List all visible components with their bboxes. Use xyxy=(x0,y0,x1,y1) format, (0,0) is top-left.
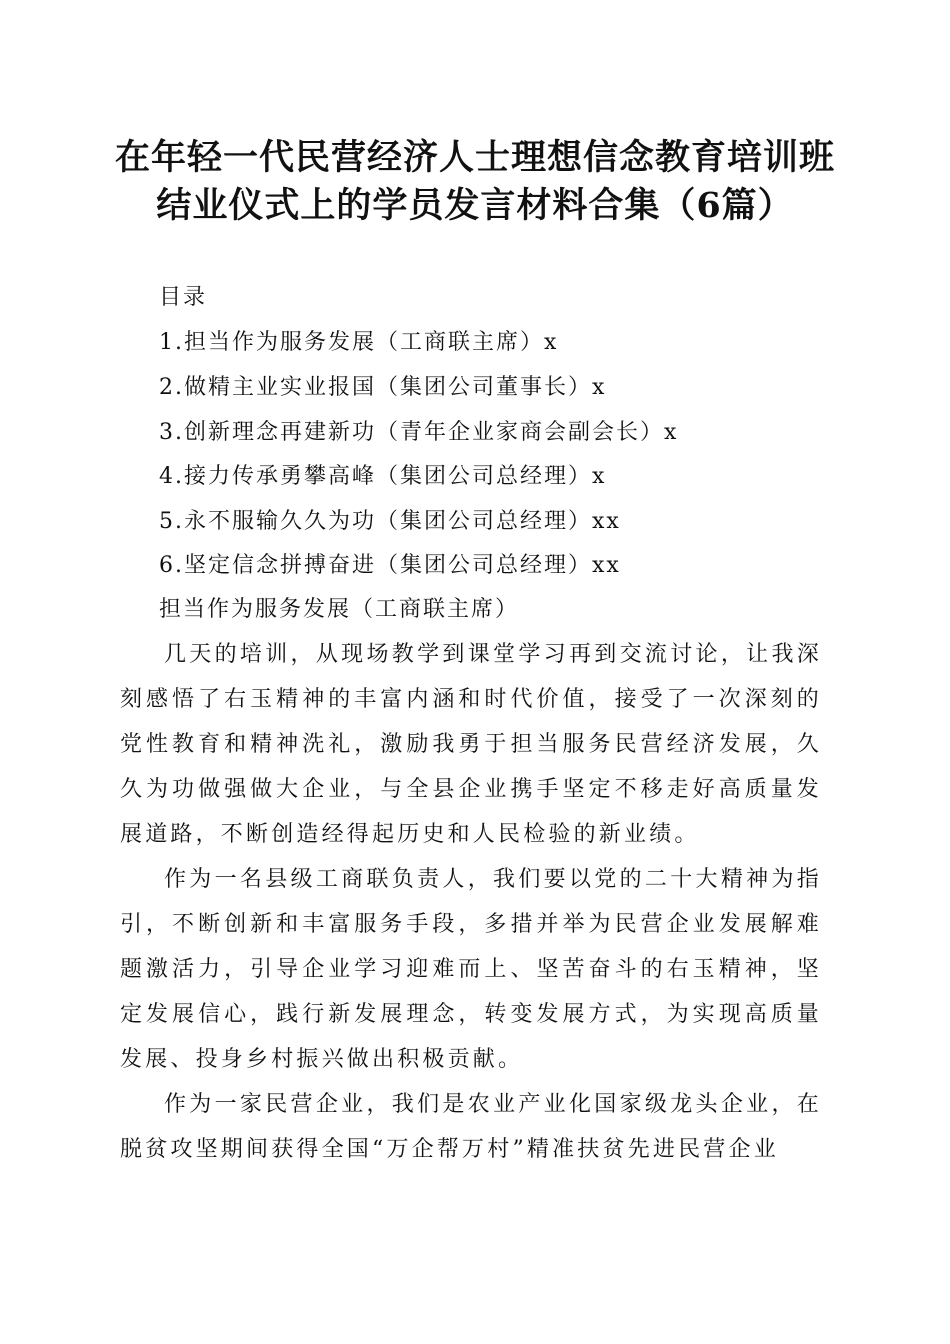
toc-item: 4.接力传承勇攀高峰（集团公司总经理）x xyxy=(159,464,607,489)
toc-item: 5.永不服输久久为功（集团公司总经理）xx xyxy=(159,509,621,534)
document-title xyxy=(100,134,850,230)
body-paragraph: 几天的培训，从现场教学到课堂学习再到交流讨论，让我深刻感悟了右玉精神的丰富内涵和时代价值，接受了一次深刻的党性教育和精神洗礼，激励我勇于担当服务民营经济发展，久久为功做强做大企业，与全县企业携手坚定不移走好高质量发展道路，不断创造经得起历史和人民检验的新业绩。 xyxy=(120,642,822,847)
toc-item: 2.做精主业实业报国（集团公司董事长）x xyxy=(159,375,607,400)
body-paragraph: 作为一名县级工商联负责人，我们要以党的二十大精神为指引，不断创新和丰富服务手段，多措并举为民营企业发展解难题激活力，引导企业学习迎难而上、坚苦奋斗的右玉精神，坚定发展信心，践行新发展理念，转变发展方式，为实现高质量发展、投身乡村振兴做出积极贡献。 xyxy=(120,867,822,1072)
toc-item: 6.坚定信念拼搏奋进（集团公司总经理）xx xyxy=(159,553,621,578)
toc-item: 1.担当作为服务发展（工商联主席）x xyxy=(159,330,559,355)
toc-item: 3.创新理念再建新功（青年企业家商会副会长）x xyxy=(159,420,679,445)
toc-heading: 目录 xyxy=(159,285,208,310)
title-line-2: 结业仪式上的学员发言材料合集（6篇） xyxy=(156,185,794,226)
section-title: 担当作为服务发展（工商联主席） xyxy=(159,597,520,622)
title-line-1: 在年轻一代民营经济人士理想信念教育培训班 xyxy=(114,137,835,178)
body-paragraph: 作为一家民营企业，我们是农业产业化国家级龙头企业，在脱贫攻坚期间获得全国“万企帮万村”精准扶贫先进民营企业 xyxy=(120,1092,822,1162)
